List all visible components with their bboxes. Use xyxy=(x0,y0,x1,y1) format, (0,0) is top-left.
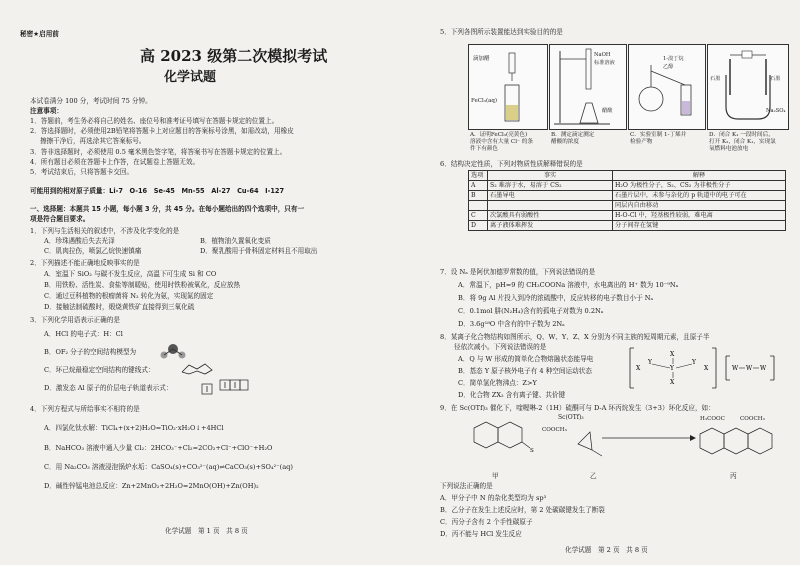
table-cell: B xyxy=(469,191,488,201)
table-header-cell: 解释 xyxy=(613,171,786,181)
q1-option-b: B．植物油久置氧化变质 xyxy=(200,237,271,245)
q5-caption-a2: 溶液中含有大量 Cl⁻ 的条 xyxy=(470,139,533,145)
q3-option-a: A．HCl 的电子式：H：Cl xyxy=(44,330,123,338)
q5d-label-3: Na₂SO₄ xyxy=(766,108,786,114)
q5-figure-a xyxy=(468,44,548,130)
svg-text:S: S xyxy=(530,448,534,454)
svg-text:X: X xyxy=(636,365,641,372)
q5a-label-1: 滴加醋 xyxy=(473,56,490,62)
table-cell: A xyxy=(469,181,488,191)
q8-option-a: A．Q 与 W 形成的简单化合物熔融状态能导电 xyxy=(458,355,594,363)
table-cell: 离子液体难挥发 xyxy=(488,221,613,231)
notice-2: 2．答选择题时，必须使用2B铅笔将答题卡上对应题目的答案标号涂黑，如需改动，用橡皮 xyxy=(30,127,294,135)
notice-5: 5．考试结束后，只将答题卡交回。 xyxy=(30,168,134,176)
q9-catalyst-label: Sc(OTf)₃ xyxy=(558,414,584,421)
q5-caption-b2: 醋酸的浓度 xyxy=(551,139,579,145)
q3-option-c: C．环己烷最稳定空间结构的键线式： xyxy=(44,366,155,374)
q8-option-c: C．简单氢化物沸点：Z>Y xyxy=(458,379,537,387)
q5-caption-d1: D．闭合 K₁ 一段时间后， xyxy=(709,132,774,138)
q5c-label-2: 乙醇 xyxy=(663,64,674,70)
svg-text:X: X xyxy=(670,379,675,386)
q5-caption-d3: 氧燃料电池放电 xyxy=(709,146,749,152)
q5d-label-2: 石墨 xyxy=(770,76,781,82)
q9-option-b: B．乙分子在发生上述反应时，第 2 处碳碳键发生了断裂 xyxy=(440,506,605,514)
notice-2b: 擦擦干净后，再选涂其它答案标号。 xyxy=(40,137,146,145)
q1-option-c: C．肌肉拉伤，喷氯乙烷快速镇痛 xyxy=(44,247,142,255)
table-cell: 石墨片层中，未参与杂化的 p 轨道中的电子可在 xyxy=(613,191,786,201)
of2-model-icon xyxy=(158,338,188,360)
table-row xyxy=(469,221,786,231)
q2-stem: 2．下列描述不能正确地反映事实的是 xyxy=(30,259,140,267)
q5-figure-c xyxy=(628,44,706,130)
page-footer: 化学试题 第 2 页 共 8 页 xyxy=(565,546,648,554)
q9-label-cooch3-1: COOCH₃ xyxy=(542,427,567,433)
q1-option-d: D．聚乳酸用于骨科固定材料且不用取出 xyxy=(200,247,318,255)
page-2 xyxy=(400,0,800,565)
q2-option-b: B．用铁粉、活性炭、食盐等制暖贴，使用时铁粉被氧化，反应放热 xyxy=(44,281,241,289)
intro-text: 本试卷满分 100 分，考试时间 75 分钟。 xyxy=(30,97,152,105)
table-cell: H₂O 为极性分子，S₂、CS₂ 为非极性分子 xyxy=(613,181,786,191)
section-heading-b: 项是符合题目要求。 xyxy=(30,215,90,223)
q4-stem: 4．下列方程式与所给事实不相符的是 xyxy=(30,405,140,413)
table-row xyxy=(469,191,786,201)
q5-caption-b1: B．测定滴定测定 xyxy=(551,132,595,138)
q1-stem: 1．下列与生活相关的叙述中，不涉及化学变化的是 xyxy=(30,227,180,235)
exam-subtitle: 化学试题 xyxy=(164,70,217,85)
electrolysis-apparatus-icon xyxy=(708,45,788,129)
section-heading: 一、选择题：本题共 15 小题，每小题 3 分，共 45 分。在每小题给出的四个选项中，只有一 xyxy=(30,205,305,213)
q4-option-a: A．四氯化钛水解：TiCl₄+(x+2)H₂O=TiO₂·xH₂O↓+4HCl xyxy=(44,424,224,432)
q1-option-a: A．珍珠遇酸后失去光泽 xyxy=(44,237,115,245)
q9-option-c: C．丙分子含有 2 个手性碳原子 xyxy=(440,518,533,526)
q9-label-cooch3-2: COOCH₃ xyxy=(740,416,765,422)
svg-text:W: W xyxy=(732,365,739,372)
table-cell: D xyxy=(469,221,488,231)
table-cell xyxy=(469,201,488,211)
q5-caption-c2: 检验产物 xyxy=(630,139,653,145)
svg-text:W: W xyxy=(760,365,767,372)
q7-option-d: D．3.6g¹⁸O 中含有的中子数为 2Nₐ xyxy=(458,320,565,328)
table-cell: 石墨导电 xyxy=(488,191,613,201)
svg-text:Y: Y xyxy=(670,365,674,372)
q7-option-c: C．0.1mol 肼(N₂H₄)含有的孤电子对数为 0.2Nₐ xyxy=(458,307,604,315)
q2-option-c: C．通过豆科植物的根瘤菌将 N₂ 转化为氨，实现氮的固定 xyxy=(44,292,214,300)
orbital-diagram-icon xyxy=(200,378,250,396)
cyclohexane-icon xyxy=(180,362,214,376)
q9-option-d: D．丙不能与 HCl 发生反应 xyxy=(440,530,522,538)
notice-heading: 注意事项： xyxy=(30,107,63,115)
notice-3: 3．答非选择题时，必须使用 0.5 毫米黑色签字笔，将答案书写在答题卡规定的位置上。 xyxy=(30,148,287,156)
q5-figure-b xyxy=(549,44,627,130)
svg-text:Y: Y xyxy=(648,359,652,366)
page-footer: 化学试题 第 1 页 共 8 页 xyxy=(165,527,248,535)
q2-option-d: D．接触法制硫酸时，煅烧黄铁矿直接得到三氧化硫 xyxy=(44,303,195,311)
table-cell: 次氯酸具有弱酸性 xyxy=(488,211,613,221)
q5b-label-3: 醋酸 xyxy=(602,108,613,114)
q8-stem: 8．某离子化合物结构如图所示，Q、W、Y、Z、X 分别为不同主族的短周期元素，且原子半 xyxy=(440,333,710,341)
q9-stem: 9．在 Sc(OTf)₃ 催化下，喹喔啉-2（1H）硫酮可与 D-A 环丙烷发生（3+3）环化反应，如： xyxy=(440,404,715,412)
titration-apparatus-icon xyxy=(550,45,626,129)
q3-option-d: D．激发态 Al 原子的价层电子轨道表示式： xyxy=(44,384,173,392)
q4-option-d: D．碱性锌锰电池总反应：Zn+2MnO₂+2H₂O=2MnO(OH)+Zn(OH)₂ xyxy=(44,482,259,490)
q6-stem: 6．结构决定性质，下列对物质性质解释错误的是 xyxy=(440,160,583,168)
table-header-cell: 选项 xyxy=(469,171,488,181)
q5-caption-a1: A．证明FeCl₃(亮黄色) xyxy=(470,132,528,138)
svg-text:W: W xyxy=(746,365,753,372)
table-header-row xyxy=(469,171,786,181)
q9-label-h3cooc: H₃COOC xyxy=(700,416,725,422)
table-header-cell: 事实 xyxy=(488,171,613,181)
q9-label-yi: 乙 xyxy=(590,472,597,480)
table-cell: 分子间存在氢键 xyxy=(613,221,786,231)
notice-1: 1．答题前，考生务必将自己的姓名、座位号和准考证号填写在答题卡规定的位置上。 xyxy=(30,117,279,125)
q5-stem: 5．下列各图所示装置能达到实验目的的是 xyxy=(440,28,563,36)
table-row xyxy=(469,181,786,191)
q5b-label-1: NaOH xyxy=(594,52,611,58)
svg-text:X: X xyxy=(670,351,675,358)
q2-option-a: A．室温下 SiO₂ 与碳不发生反应，高温下可生成 Si 和 CO xyxy=(44,270,217,278)
q4-option-c: C．用 Na₂CO₃ 溶液浸泡锅炉水垢：CaSO₄(s)+CO₃²⁻(aq)⇌CaCO₃(s)+SO₄²⁻(aq) xyxy=(44,463,293,471)
q5-caption-c1: C．实验室制 1-丁烯并 xyxy=(630,132,687,138)
atomic-masses: 可能用到的相对原子质量：Li-7 O-16 Se-45 Mn-55 Al-27 Cu-64 I-127 xyxy=(30,187,285,195)
q7-option-a: A．常温下，pH=9 的 CH₃COONa 溶液中，水电离出的 H⁺ 数为 10⁻⁹Nₐ xyxy=(458,281,679,289)
q8-option-d: D．化合物 ZX₂ 含有离子键、共价键 xyxy=(458,391,566,399)
q7-stem: 7．设 Nₐ 是阿伏加德罗常数的值，下列说法错误的是 xyxy=(440,268,596,276)
svg-text:Y: Y xyxy=(692,359,696,366)
q5c-label-1: 1-溴丁烷 xyxy=(663,56,684,62)
q5d-label-1: 石墨 xyxy=(710,76,721,82)
table-cell: 同层内自由移动 xyxy=(613,201,786,211)
q9-option-a: A．甲分子中 N 的杂化类型均为 sp³ xyxy=(440,494,547,502)
q9-label-bing: 丙 xyxy=(730,472,737,480)
q5b-label-2: 标准溶液 xyxy=(594,60,615,66)
q7-option-b: B．将 9g Al 片投入到冷的浓硫酸中，反应转移的电子数目小于 Nₐ xyxy=(458,294,654,302)
table-row xyxy=(469,201,786,211)
svg-text:X: X xyxy=(704,365,709,372)
notice-4: 4．所有题目必须在答题卡上作答，在试题卷上答题无效。 xyxy=(30,158,200,166)
q5-figure-d xyxy=(707,44,789,130)
q3-option-b: B．OF₂ 分子的空间结构模型为 xyxy=(44,348,137,356)
q9-prompt: 下列说法正确的是 xyxy=(440,482,493,490)
q4-option-b: B．NaHCO₃ 溶液中通入少量 Cl₂：2HCO₃⁻+Cl₂=2CO₂+Cl⁻+ClO⁻+H₂O xyxy=(44,444,273,452)
q8-option-b: B．基态 Y 原子核外电子有 4 种空间运动状态 xyxy=(458,367,592,375)
table-row xyxy=(469,211,786,221)
ionic-compound-structure-icon xyxy=(628,344,778,392)
q3-stem: 3．下列化学用语表示正确的是 xyxy=(30,316,120,324)
secret-label: 秘密★启用前 xyxy=(20,30,59,38)
exam-title: 高 2023 级第二次模拟考试 xyxy=(140,47,328,65)
q9-label-jia: 甲 xyxy=(492,472,499,480)
q5a-label-2: FeCl₃(aq) xyxy=(471,98,498,104)
q8-stem-b: 径依次减小。下列说法错误的是 xyxy=(454,343,547,351)
q6-table xyxy=(468,170,786,231)
q5-caption-d2: 打开 K₂，闭合 K₁，实现氯 xyxy=(709,139,776,145)
q5-caption-a3: 件下有颜色 xyxy=(470,146,498,152)
table-cell: H-O-Cl 中，羟基极性较弱，难电离 xyxy=(613,211,786,221)
table-cell: S₂ 难溶于水，易溶于 CS₂ xyxy=(488,181,613,191)
table-cell xyxy=(488,201,613,211)
table-cell: C xyxy=(469,211,488,221)
